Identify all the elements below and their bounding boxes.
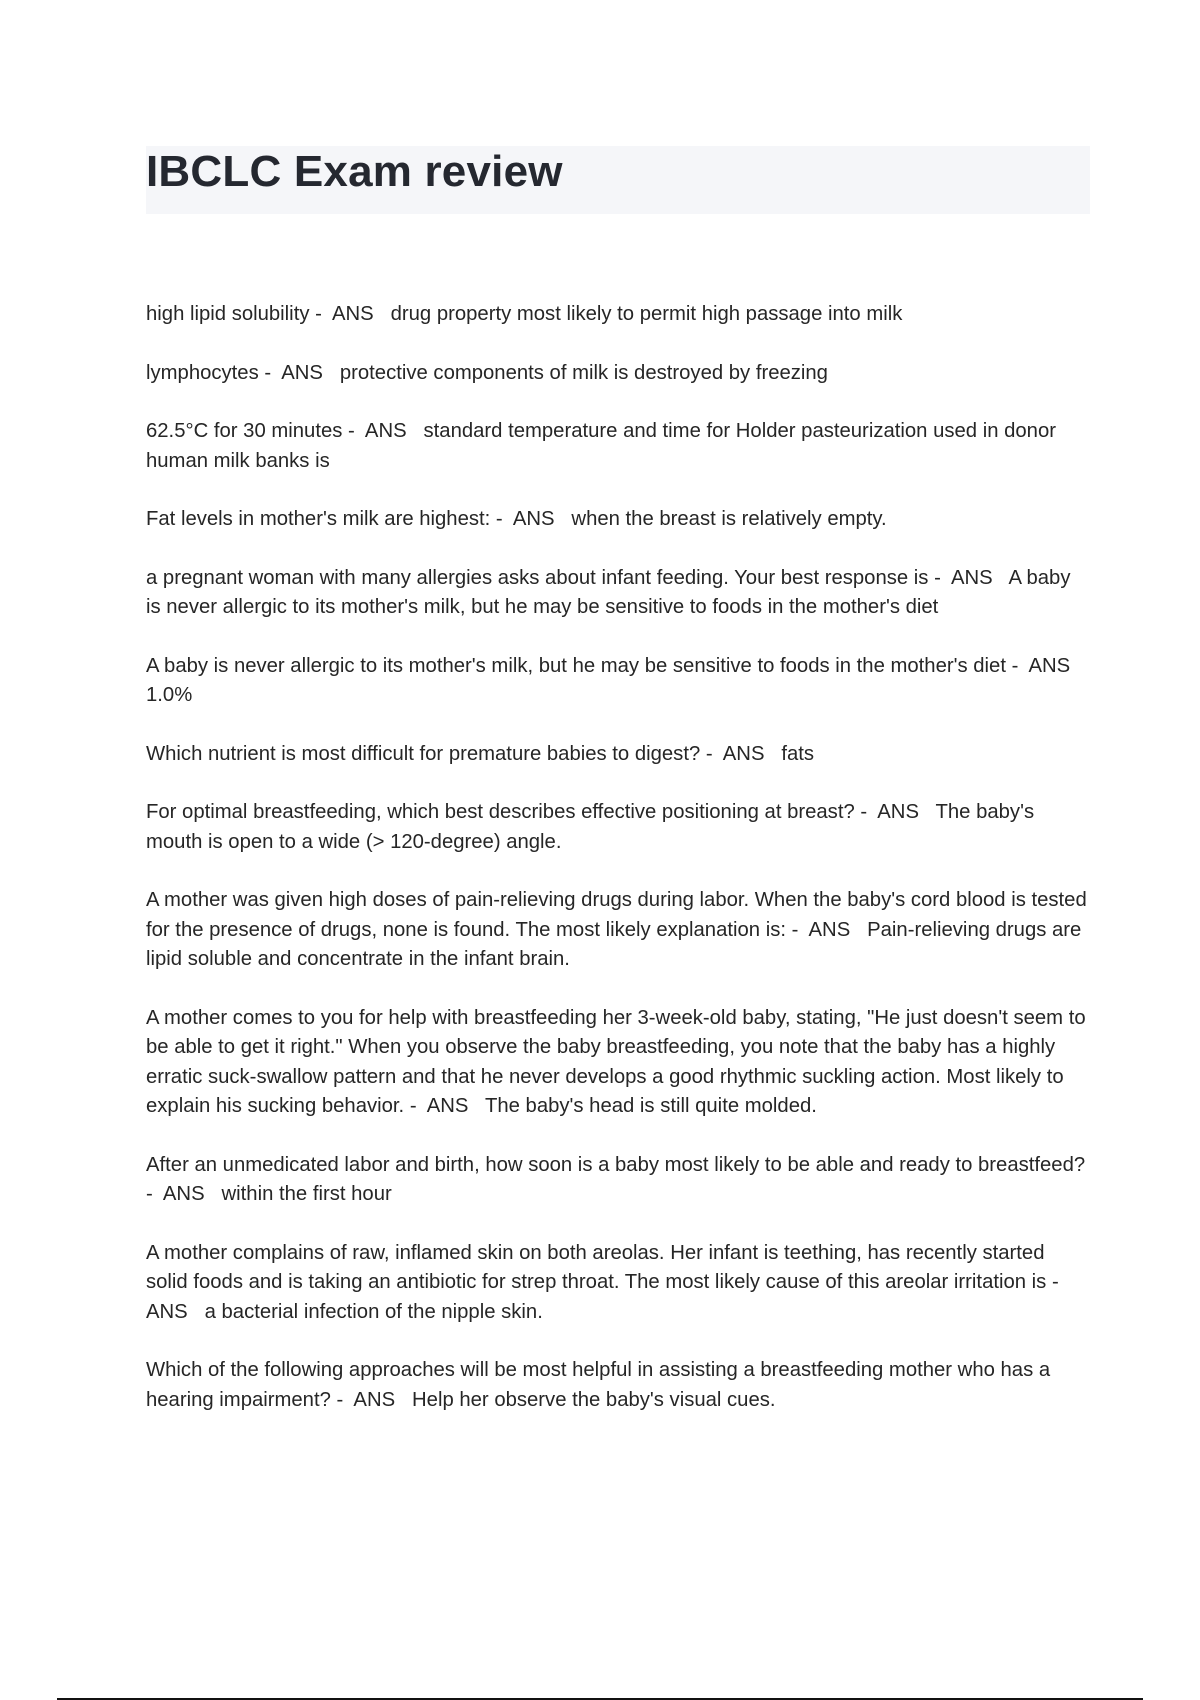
qa-item-4: Fat levels in mother's milk are highest: - ANS when the breast is relatively empty. xyxy=(146,508,887,530)
qa-item-11: After an unmedicated labor and birth, how soon is a baby most likely to be able and ready to breastfeed? - ANS within the first hour xyxy=(146,1153,1091,1205)
qa-item-3: 62.5°C for 30 minutes - ANS standard temperature and time for Holder pasteurization used in donor human milk banks is xyxy=(146,420,1062,472)
qa-item-8: For optimal breastfeeding, which best describes effective positioning at breast? - ANS The baby's mouth is open to a wide (> 120-degree) angle. xyxy=(146,801,1040,853)
qa-item-12: A mother complains of raw, inflamed skin on both areolas. Her infant is teething, has recently started solid foods and is taking an antibiotic for strep throat. The most likely cause of this areolar irritation is - ANS a bacterial infection of the nipple skin. xyxy=(146,1241,1069,1323)
qa-item-13: Which of the following approaches will be most helpful in assisting a breastfeeding mother who has a hearing impairment? - ANS Help her observe the baby's visual cues. xyxy=(146,1359,1056,1411)
qa-item-10: A mother comes to you for help with breastfeeding her 3-week-old baby, stating, "He just doesn't seem to be able to get it right." When you observe the baby breastfeeding, you note that the baby has a highly erratic suck-swallow pattern and that he never develops a good rhythmic suckling action. Most likely to explain his sucking behavior. - ANS The baby's head is still quite molded. xyxy=(146,1006,1092,1117)
qa-item-7: Which nutrient is most difficult for premature babies to digest? - ANS fats xyxy=(146,742,815,765)
qa-list xyxy=(146,300,1093,1444)
qa-item-2: lymphocytes - ANS protective components of milk is destroyed by freezing xyxy=(146,361,828,384)
page-title: IBCLC Exam review xyxy=(146,147,563,196)
qa-item-6: A baby is never allergic to its mother's milk, but he may be sensitive to foods in the mother's diet - ANS 1.0% xyxy=(146,654,1088,706)
qa-item-5: a pregnant woman with many allergies asks about infant feeding. Your best response is - ANS A baby is never allergic to its mother's milk, but he may be sensitive to foods in the mother's diet xyxy=(146,566,1077,618)
qa-item-9: A mother was given high doses of pain-relieving drugs during labor. When the baby's cord blood is tested for the presence of drugs, none is found. The most likely explanation is: - ANS Pain-relieving drugs are lipid soluble and concentrate in the infant brain. xyxy=(146,889,1093,970)
qa-item-1: high lipid solubility - ANS drug property most likely to permit high passage into milk xyxy=(146,303,903,325)
